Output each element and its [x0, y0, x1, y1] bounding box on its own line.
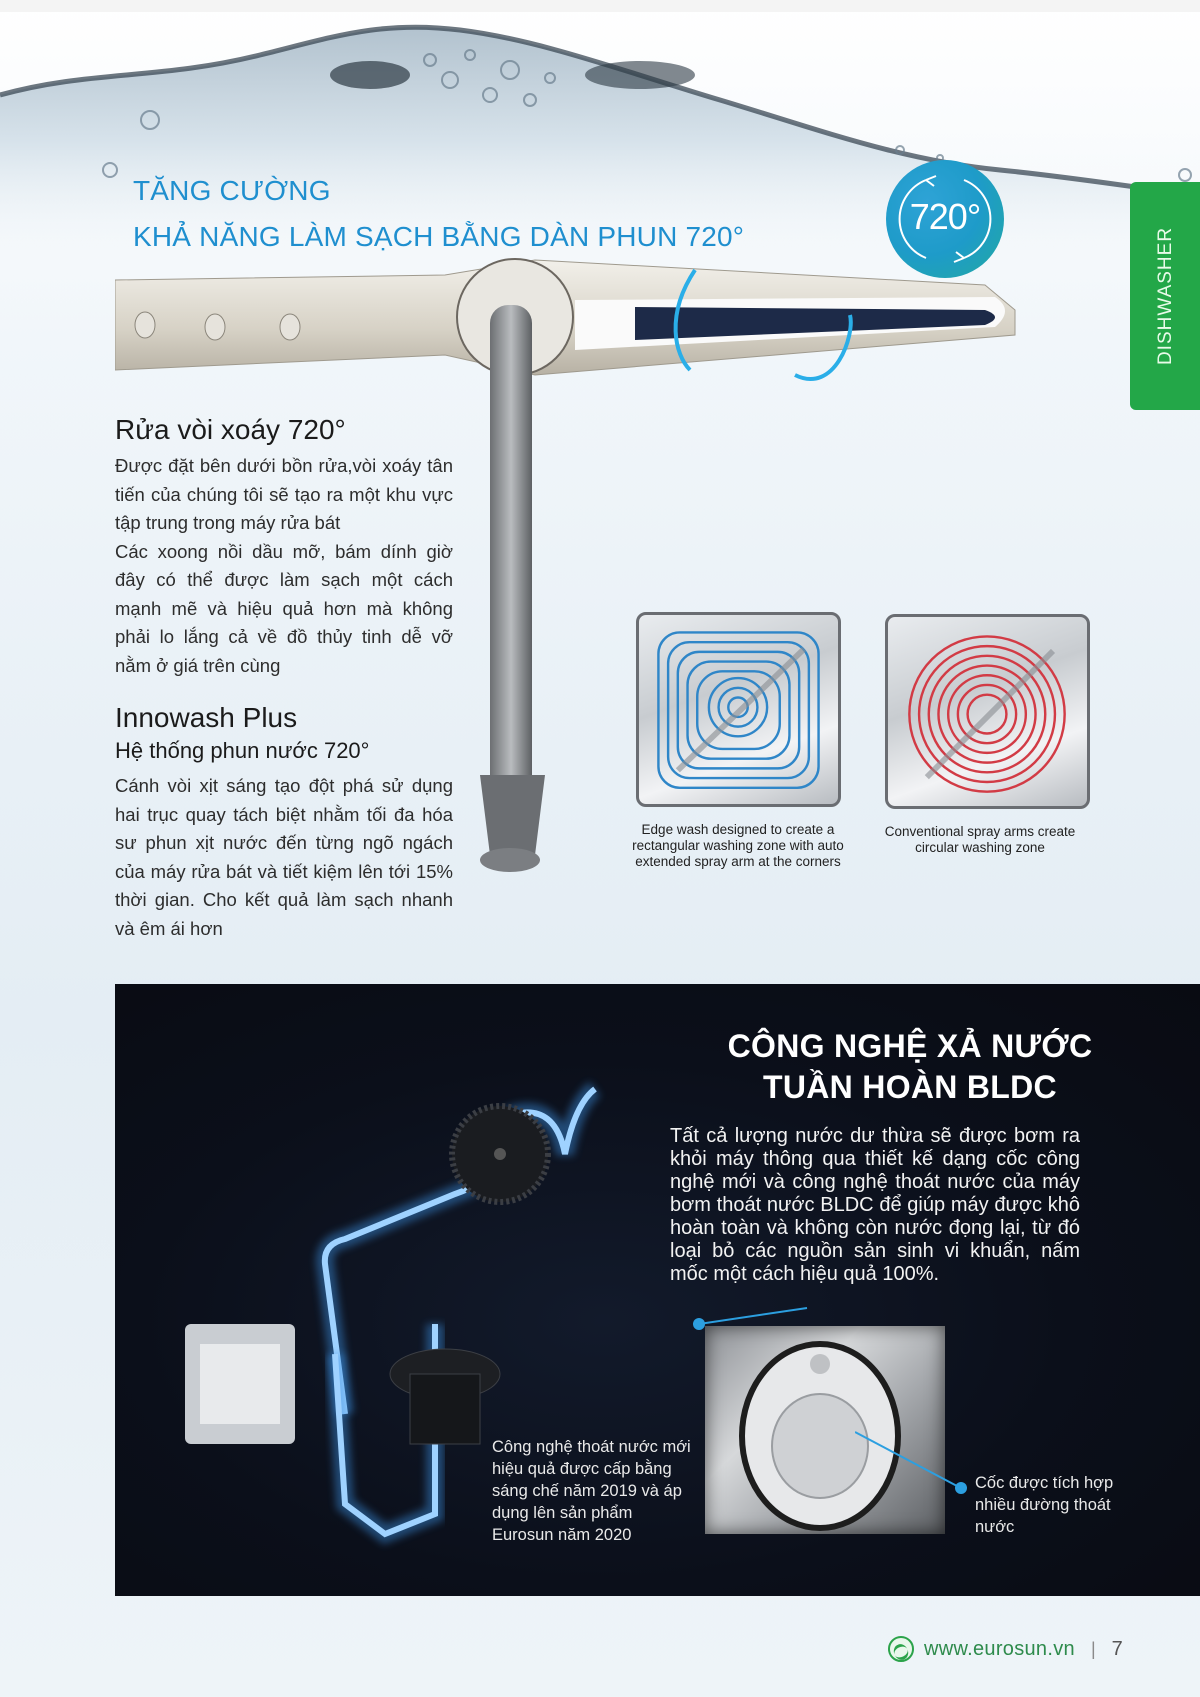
- swirl-wash-section: [115, 412, 453, 680]
- callout-line-right: [855, 1430, 959, 1490]
- badge-label: 720°: [909, 196, 981, 237]
- rectangular-wash-zone-graphic: [639, 615, 838, 804]
- swirl-wash-paragraph-1: Được đặt bên dưới bồn rửa,vòi xoáy tân tiến của chúng tôi sẽ tạo ra một khu vực tập trung trong máy rửa bát: [115, 455, 453, 533]
- page-number: 7: [1111, 1637, 1123, 1660]
- bldc-description: Tất cả lượng nước dư thừa sẽ được bơm ra khỏi máy thông qua thiết kế dạng cốc công nghệ mới và công nghệ thoát nước của máy bơm thoát nước BLDC để giúp máy được khô hoàn toàn và không còn nước đọng lại, từ đó loại bỏ các nguồn sản sinh vi khuẩn, nấm mốc một cách hiệu quả 100%.: [670, 1125, 1080, 1285]
- innowash-subtitle: Hệ thống phun nước 720°: [115, 738, 370, 763]
- edge-wash-pattern-image: [636, 612, 841, 807]
- bldc-title-line-1: CÔNG NGHỆ XẢ NƯỚC: [727, 1028, 1093, 1064]
- cup-callout: Cốc được tích hợp nhiều đường thoát nước: [975, 1474, 1114, 1536]
- conventional-wash-pattern-image: [885, 614, 1090, 809]
- innowash-title: Innowash Plus: [115, 702, 298, 733]
- swirl-wash-description: [115, 452, 453, 680]
- hero-title-line-2: KHẢ NĂNG LÀM SẠCH BẰNG DÀN PHUN 720°: [133, 221, 745, 252]
- eurosun-logo-icon: [888, 1636, 914, 1662]
- website-link[interactable]: www.eurosun.vn: [924, 1637, 1075, 1660]
- innowash-section: [115, 700, 453, 943]
- conventional-wash-caption: Conventional spray arms create circular washing zone: [884, 824, 1076, 855]
- callout-line-left: [699, 1306, 809, 1326]
- swirl-wash-paragraph-2: Các xoong nồi dầu mỡ, bám dính giờ đây có thể được làm sạch một cách mạnh mẽ và hiệu quả hơn mà không phải lo lắng cả về đồ thủy tinh dễ vỡ nằm ở giá trên cùng: [115, 540, 453, 676]
- innowash-description: Cánh vòi xịt sáng tạo đột phá sử dụng hai trục quay tách biệt nhằm tối đa hóa sư phun xịt nước đến từng ngõ ngách của máy rửa bát và tiết kiệm lên tới 15% thời gian. Cho kết quả làm sạch nhanh và êm ái hơn: [115, 775, 453, 939]
- swirl-wash-title: Rửa vòi xoáy 720°: [115, 414, 346, 445]
- bldc-title-line-2: TUẦN HOÀN BLDC: [763, 1069, 1057, 1105]
- hero-title: [133, 168, 744, 260]
- category-tab-label: DISHWASHER: [1155, 226, 1176, 366]
- edge-wash-caption: Edge wash designed to create a rectangular washing zone with auto extended spray arm at the corners: [632, 822, 844, 869]
- bldc-title: [675, 1026, 1145, 1108]
- footer: [888, 1636, 1123, 1662]
- circular-wash-zone-graphic: [888, 617, 1087, 806]
- hero-title-line-1: TĂNG CƯỜNG: [133, 175, 331, 206]
- bldc-drain-section: [115, 984, 1200, 1596]
- category-tab-dishwasher[interactable]: [1130, 182, 1200, 410]
- patent-callout: Công nghệ thoát nước mới hiệu quả được cấp bằng sáng chế năm 2019 và áp dụng lên sản phẩm Eurosun năm 2020: [492, 1438, 691, 1544]
- footer-separator: |: [1090, 1638, 1096, 1659]
